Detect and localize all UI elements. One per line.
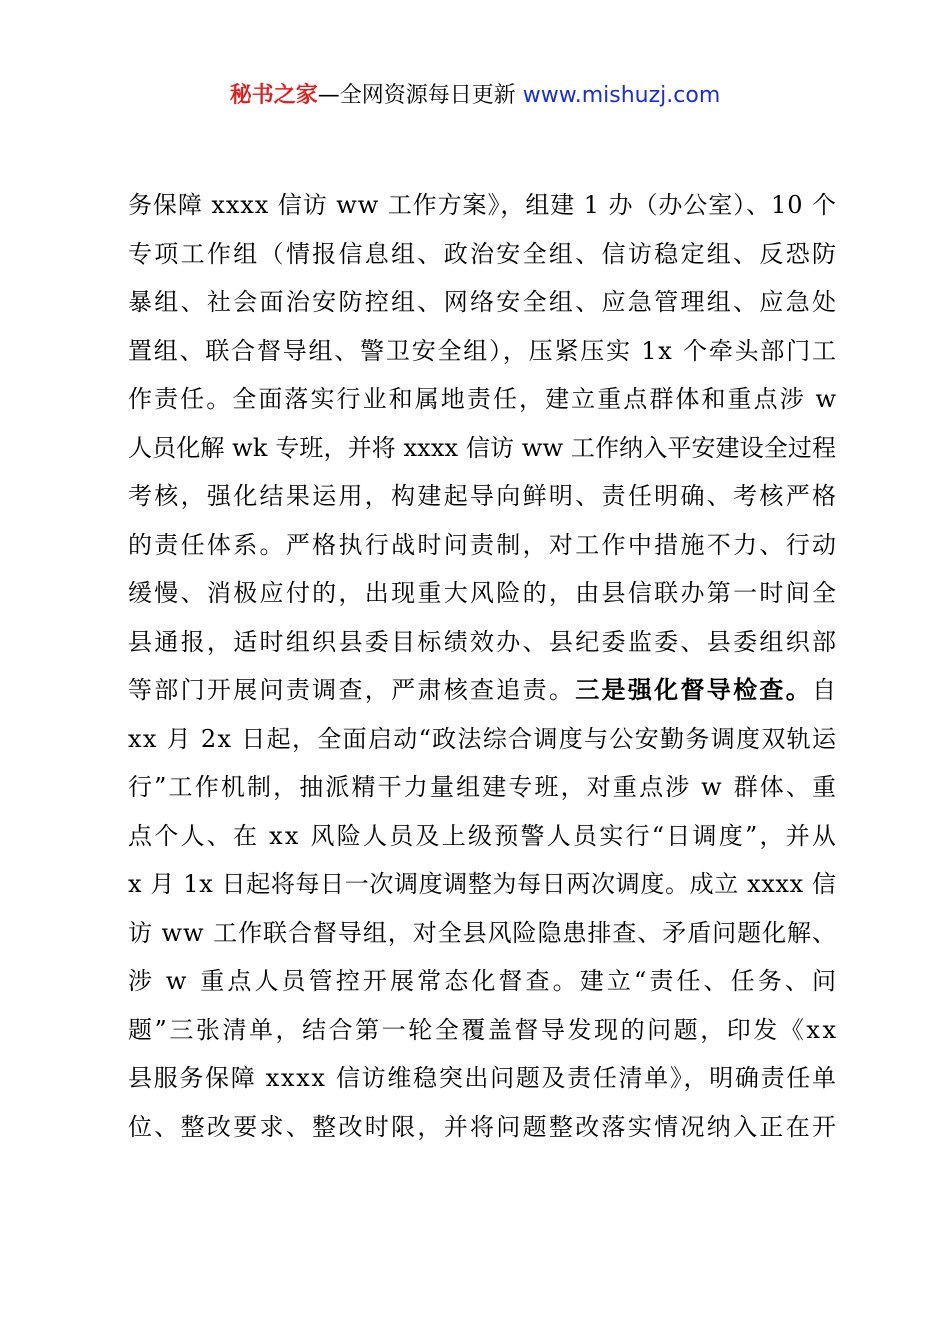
text-line: 的责任体系。严格执行战时问责制，对工作中措施不力、行动 [128,530,839,559]
text-line: 县服务保障 xxxx 信访维稳突出问题及责任清单》，明确责任单 [128,1064,838,1092]
page-header [0,80,950,112]
header-tagline: —全网资源每日更新 [317,83,523,108]
text-line: 涉 w 重点人员管控开展常态化督查。建立“责任、任务、问 [128,967,840,995]
text-line: 等部门开展问责调查，严肃核查追责。三是强化督导检查。自 [128,675,839,704]
text-line: 置组、联合督导组、警卫安全组），压紧压实 1x 个牵头部门工 [128,336,838,365]
text-line: 务保障 xxxx 信访 ww 工作方案》，组建 1 办（办公室）、10 个 [128,191,837,219]
text-line: 作责任。全面落实行业和属地责任，建立重点群体和重点涉 w [128,385,839,413]
site-url-link[interactable]: www.mishuzj.com [522,83,721,108]
section-heading: 三是强化督导检查。 [575,675,813,704]
text-line: 县通报，适时组织县委目标绩效办、县纪委监委、县委组织部 [128,627,839,656]
text-line: 缓慢、消极应付的，出现重大风险的，由县信联办第一时间全 [128,579,839,607]
text-line: 人员化解 wk 专班，并将 xxxx 信访 ww 工作纳入平安建设全过程 [128,433,837,462]
text-line: 考核，强化结果运用，构建起导向鲜明、责任明确、考核严格 [128,482,839,510]
document-body [128,181,840,1151]
brand-name: 秘书之家 [229,83,318,108]
text-line: x 月 1x 日起将每日一次调度调整为每日两次调度。成立 xxxx 信 [128,870,837,898]
text-line: 点个人、在 xx 风险人员及上级预警人员实行“日调度”，并从 [128,821,839,850]
text-line: xx 月 2x 日起，全面启动“政法综合调度与公安勤务调度双轨运 [128,724,838,753]
text-line: 行”工作机制，抽派精干力量组建专班，对重点涉 w 群体、重 [128,773,839,801]
text-line: 专项工作组（情报信息组、政治安全组、信访稳定组、反恐防 [128,239,839,268]
text-line: 暴组、社会面治安防控组、网络安全组、应急管理组、应急处 [128,288,839,316]
text-line: 访 ww 工作联合督导组，对全县风险隐患排查、矛盾问题化解、 [128,918,837,947]
text-line: 位、整改要求、整改时限，并将问题整改落实情况纳入正在开 [128,1112,839,1141]
text-line: 题”三张清单，结合第一轮全覆盖督导发现的问题，印发《xx [128,1015,839,1044]
